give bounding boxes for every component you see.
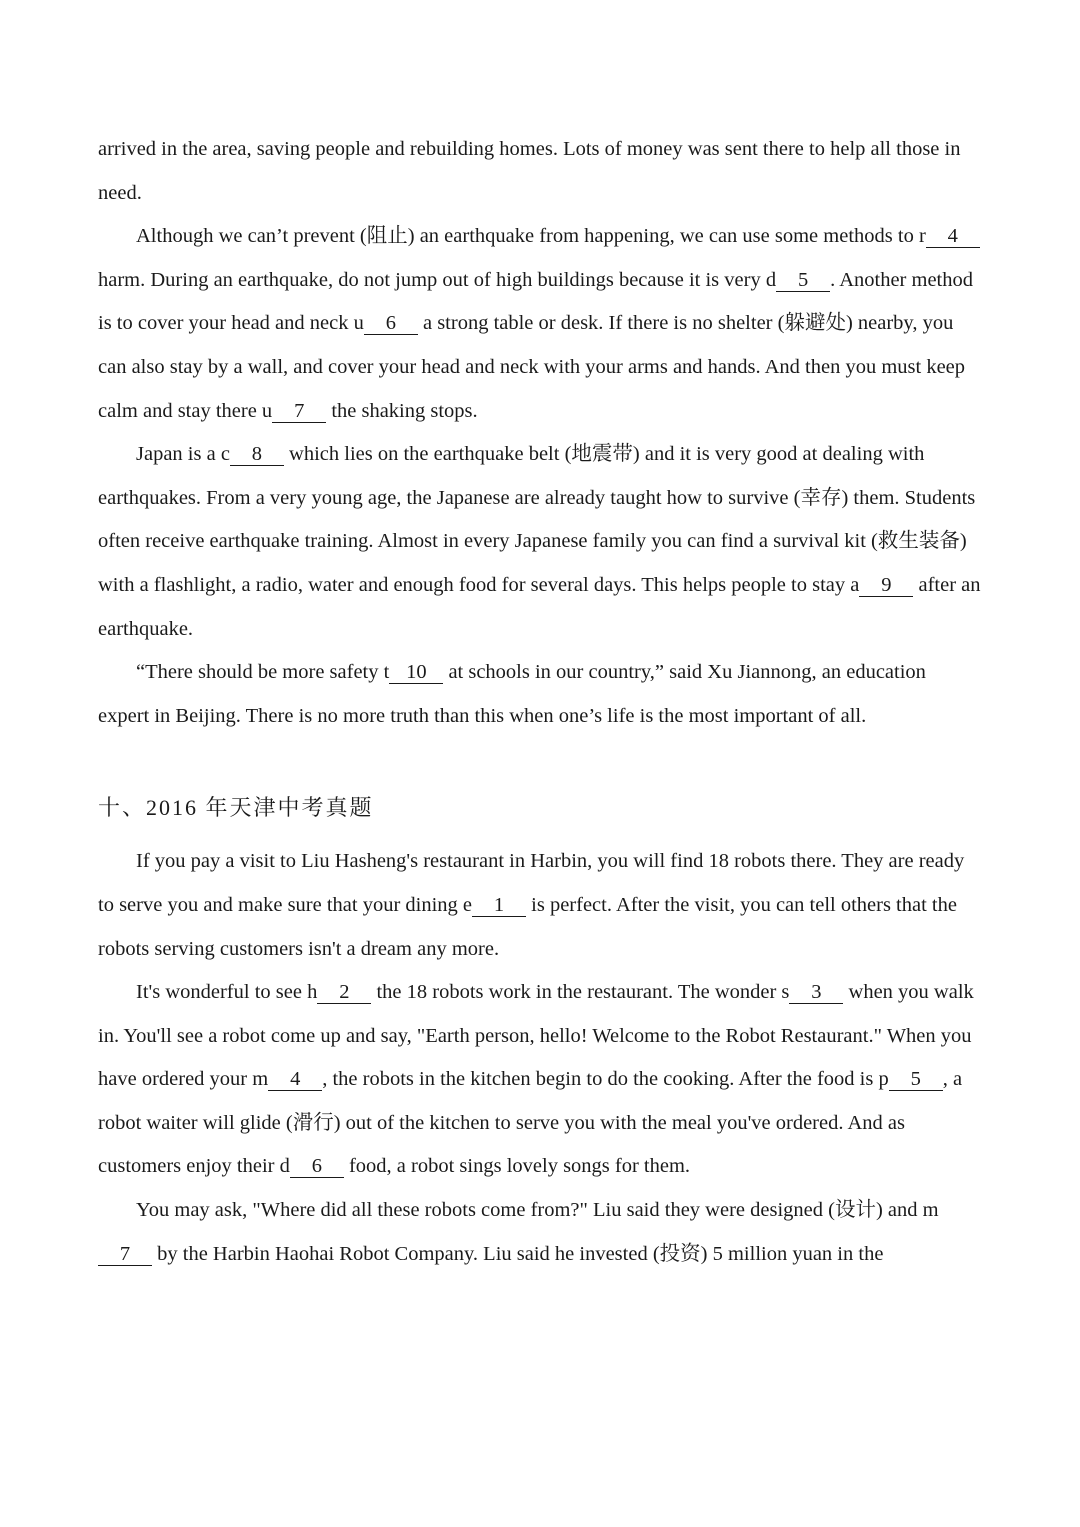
document-page (98, 128, 982, 1276)
paragraph-text: a strong table or desk. If there is no shelter (躲避处) nearby, you can also stay by a wall, and cover your head and neck with your arms and hands. And then you must keep calm and stay there u (98, 312, 966, 422)
blank-5: 5 (889, 1068, 943, 1091)
paragraph-text: at schools in our country,” said Xu Jiannong, an education expert in Beijing. There is no more truth than this when one’s life is the most important of all. (98, 661, 926, 727)
blank-5: 5 (776, 269, 830, 292)
blank-2: 2 (317, 981, 371, 1004)
paragraph-text: Although we can’t prevent (阻止) an earthquake from happening, we can use some methods to r (136, 225, 926, 248)
paragraph (98, 971, 982, 1189)
blank-6: 6 (290, 1155, 344, 1178)
blank-6: 6 (364, 312, 418, 335)
paragraph-text: “There should be more safety t (136, 661, 390, 684)
paragraph-text: If you pay a visit to Liu Hasheng's restaurant in Harbin, you will find 18 robots there. They are ready to serve you and make sure that your dining e (98, 850, 965, 916)
blank-8: 8 (230, 443, 284, 466)
blank-9: 9 (859, 574, 913, 597)
blank-4: 4 (268, 1068, 322, 1091)
paragraph-text: arrived in the area, saving people and rebuilding homes. Lots of money was sent there to help all those in need. (98, 138, 961, 204)
paragraph-text: , the robots in the kitchen begin to do the cooking. After the food is p (322, 1068, 889, 1091)
paragraph (98, 651, 982, 738)
paragraph-text: which lies on the earthquake belt (地震带) and it is very good at dealing with earthquakes. From a very young age, the Japanese are already taught how to survive (幸存) them. Students often receive earthquake training. Almost in every Japanese family you can find a survival kit (救生装备) with a flashlight, a radio, water and enough food for several days. This helps people to stay a (98, 443, 976, 596)
paragraph (98, 215, 982, 433)
paragraph (98, 128, 982, 215)
paragraph-text: Japan is a c (136, 443, 230, 466)
paragraph (98, 433, 982, 651)
section-heading: 十、2016 年天津中考真题 (98, 795, 374, 821)
paragraph-text: It's wonderful to see h (136, 981, 318, 1004)
paragraph-text: by the Harbin Haohai Robot Company. Liu said he invested (投资) 5 million yuan in the (152, 1242, 884, 1265)
paragraph (98, 1189, 982, 1276)
paragraph-text: You may ask, "Where did all these robots come from?" Liu said they were designed (设计) and m (136, 1199, 939, 1222)
blank-10: 10 (389, 661, 443, 684)
blank-4: 4 (926, 225, 980, 248)
paragraph-text: when you walk in. You'll see a robot come up and say, "Earth person, hello! Welcome to the Robot Restaurant." When you have ordered your m (98, 981, 974, 1091)
paragraph-text: the 18 robots work in the restaurant. The wonder s (371, 981, 790, 1004)
paragraph-text: . Another method is to cover your head and neck u (98, 268, 973, 335)
blank-7: 7 (98, 1243, 152, 1266)
paragraph (98, 840, 982, 971)
paragraph-text: harm. During an earthquake, do not jump out of high buildings because it is very d (98, 268, 777, 291)
paragraph-text: after an earthquake. (98, 573, 981, 640)
paragraph-text: food, a robot sings lovely songs for them. (343, 1155, 691, 1178)
paragraph-text: , a robot waiter will glide (滑行) out of the kitchen to serve you with the meal you've ordered. And as customers enjoy their d (98, 1068, 963, 1178)
paragraph-text: is perfect. After the visit, you can tell others that the robots serving customers isn't a dream any more. (98, 893, 957, 960)
blank-3: 3 (789, 981, 843, 1004)
blank-1: 1 (472, 894, 526, 917)
paragraph-text: the shaking stops. (326, 399, 478, 422)
blank-7: 7 (272, 400, 326, 423)
